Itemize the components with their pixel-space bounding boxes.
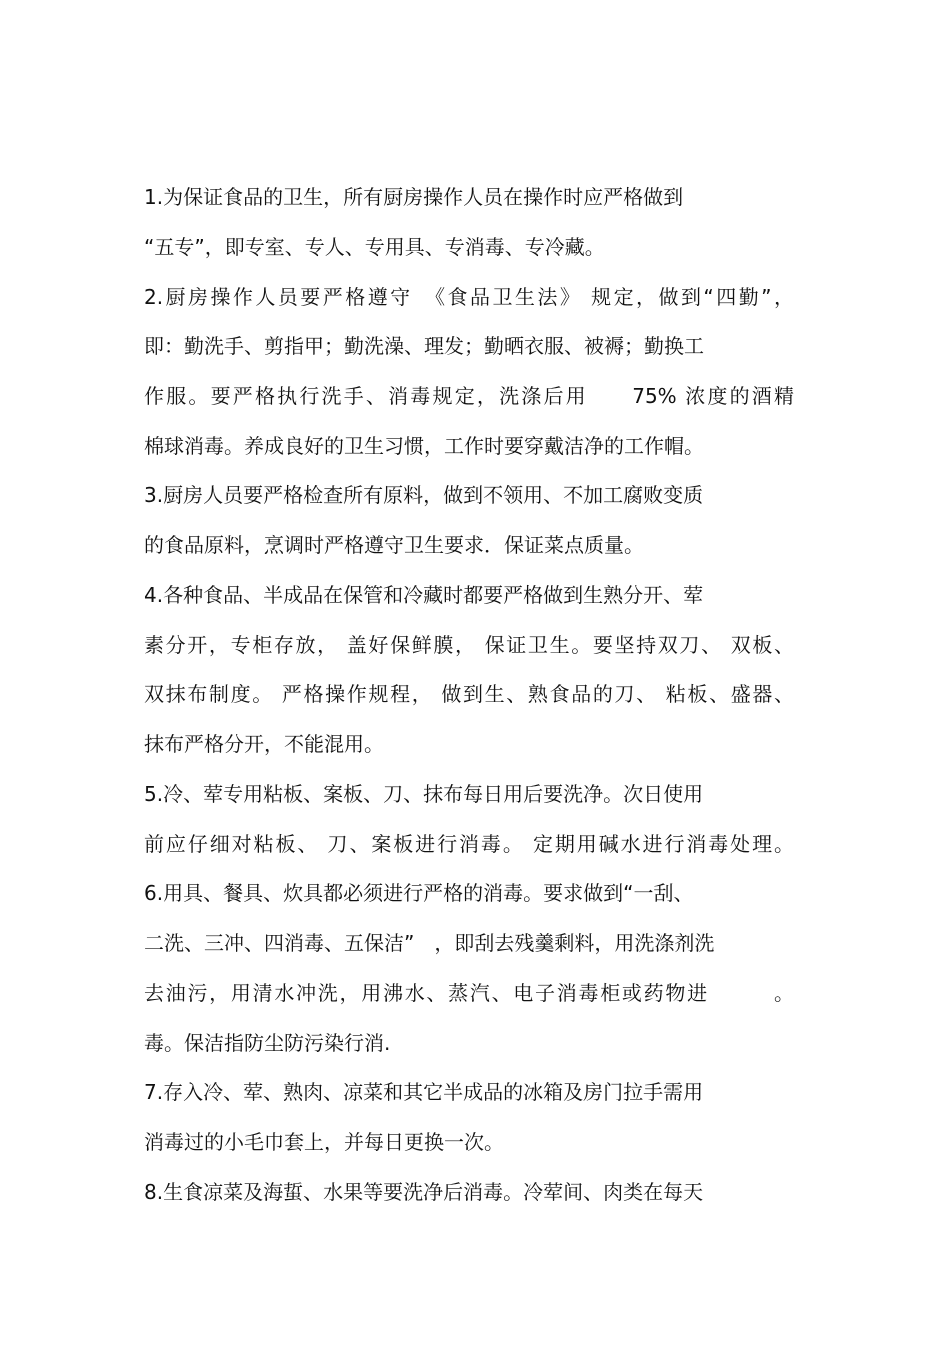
text-line: 前应仔细对粘板、 刀、案板进行消毒。 定期用碱水进行消毒处理。 — [144, 832, 794, 856]
text-line: 3.厨房人员要严格检查所有原料，做到不领用、不加工腐败变质 — [144, 483, 704, 507]
text-line: 毒。保洁指防尘防污染行消. — [144, 1031, 391, 1055]
text-line: 即：勤洗手、剪指甲；勤洗澡、理发；勤晒衣服、被褥；勤换工 — [144, 334, 704, 358]
text-line: 二洗、三冲、四消毒、五保洁” ，即刮去残羹剩料，用洗涤剂洗 — [144, 931, 715, 955]
text-line: 棉球消毒。养成良好的卫生习惯，工作时要穿戴洁净的工作帽。 — [144, 434, 704, 458]
text-line: 2.厨房操作人员要严格遵守 《食品卫生法》 规定，做到“四勤”， — [144, 285, 794, 309]
text-line: 7.存入冷、荤、熟肉、凉菜和其它半成品的冰箱及房门拉手需用 — [144, 1080, 704, 1104]
text-line: 双抹布制度。 严格操作规程， 做到生、熟食品的刀、 粘板、盛器、 — [144, 682, 794, 706]
text-line: 4.各种食品、半成品在保管和冷藏时都要严格做到生熟分开、荤 — [144, 583, 704, 607]
text-line: 素分开，专柜存放， 盖好保鲜膜， 保证卫生。要坚持双刀、 双板、 — [144, 633, 794, 657]
text-line: 5.冷、荤专用粘板、案板、刀、抹布每日用后要洗净。次日使用 — [144, 782, 704, 806]
text-line: 的食品原料，烹调时严格遵守卫生要求．保证菜点质量。 — [144, 533, 644, 557]
text-line: 消毒过的小毛巾套上，并每日更换一次。 — [144, 1130, 504, 1154]
text-line: 6.用具、餐具、炊具都必须进行严格的消毒。要求做到“一刮、 — [144, 881, 694, 905]
text-line: “五专”，即专室、专人、专用具、专消毒、专冷藏。 — [144, 235, 605, 259]
text-line: 去油污，用清水冲洗，用沸水、蒸汽、电子消毒柜或药物进 。 — [144, 981, 794, 1005]
text-line: 抹布严格分开，不能混用。 — [144, 732, 384, 756]
text-line: 1.为保证食品的卫生，所有厨房操作人员在操作时应严格做到 — [144, 185, 684, 209]
text-line: 作服。要严格执行洗手、消毒规定，洗涤后用 75% 浓度的酒精 — [144, 384, 794, 408]
text-line: 8.生食凉菜及海蜇、水果等要洗净后消毒。冷荤间、肉类在每天 — [144, 1180, 704, 1204]
